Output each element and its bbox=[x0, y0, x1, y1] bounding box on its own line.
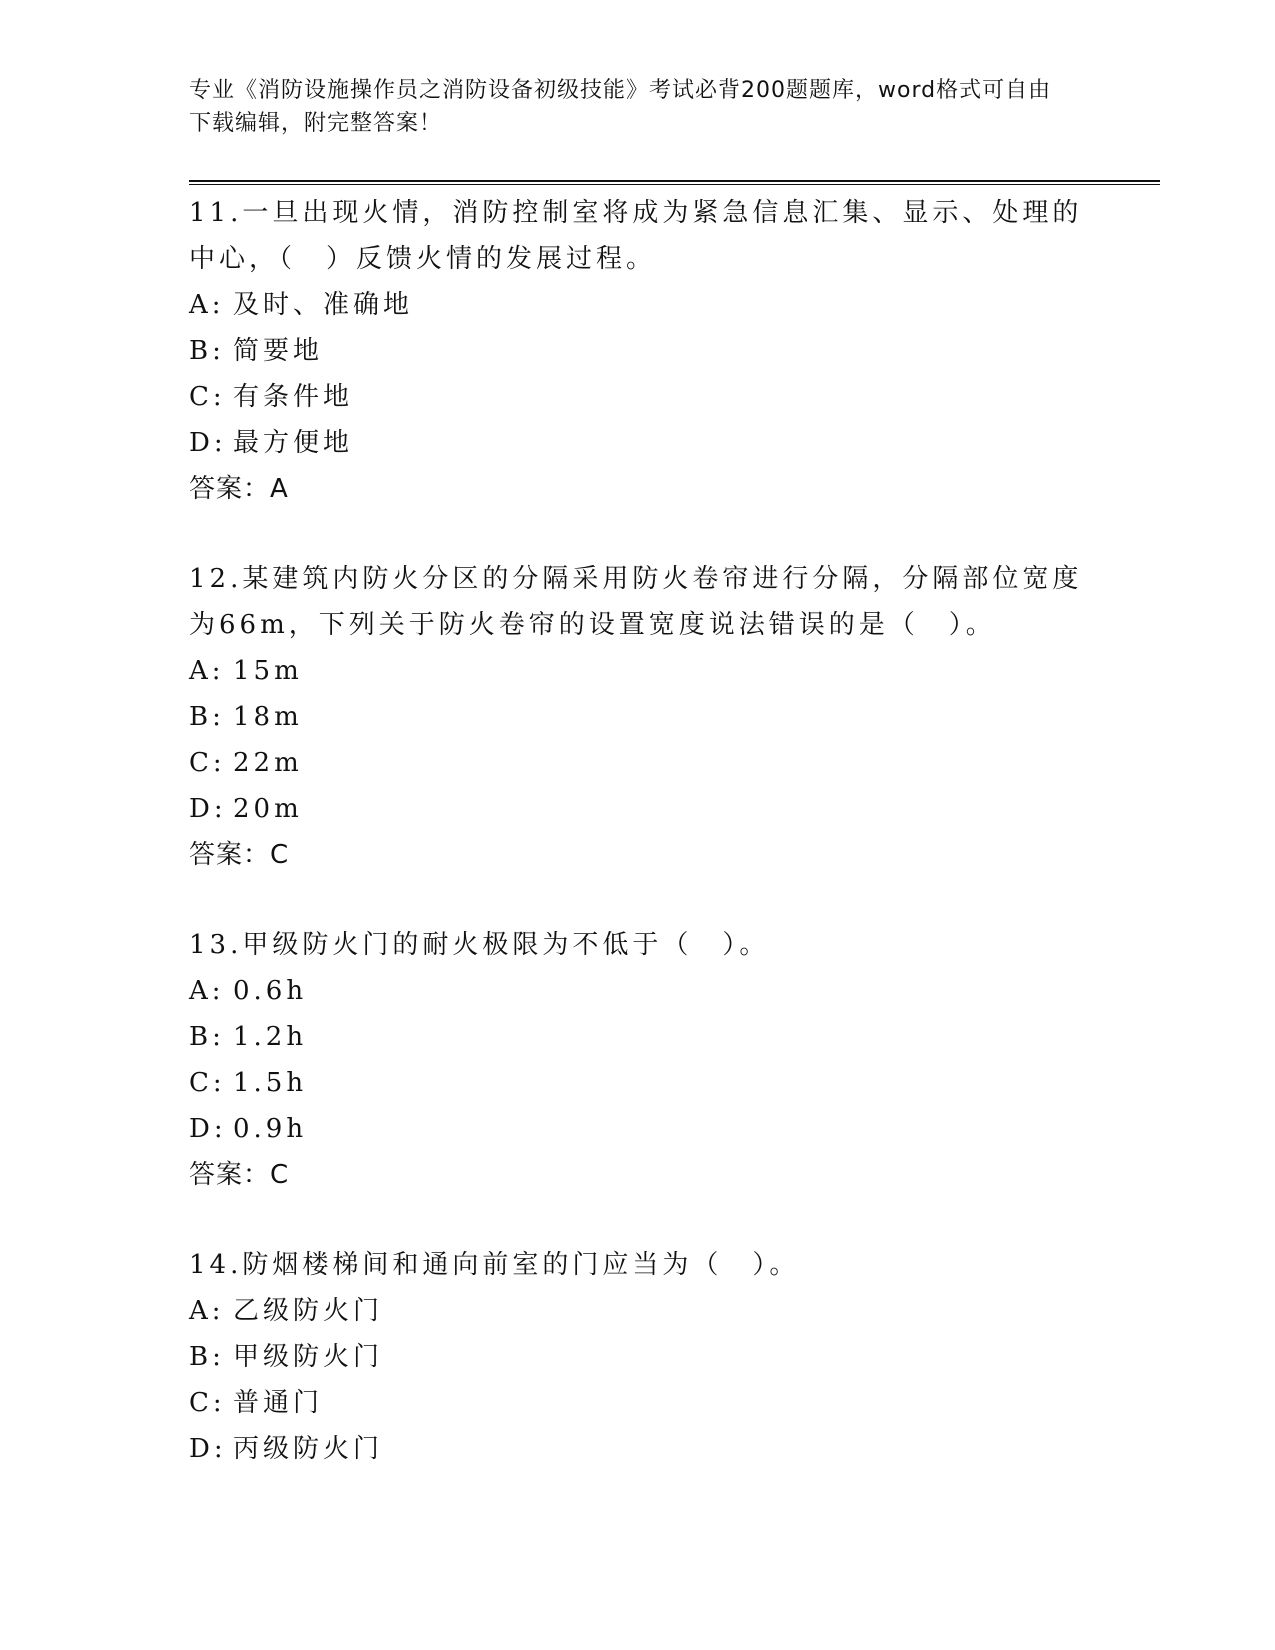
option-text: 简要地 bbox=[233, 336, 324, 366]
option-letter: C: bbox=[189, 1388, 226, 1418]
option-letter: A: bbox=[189, 290, 225, 320]
option-text: 乙级防火门 bbox=[233, 1296, 384, 1326]
option-text: 普通门 bbox=[233, 1388, 324, 1418]
document-header: 专业《消防设施操作员之消防设备初级技能》考试必背200题题库，word格式可自由下载编辑，附完整答案！ bbox=[189, 78, 1052, 136]
option-letter: D: bbox=[189, 1114, 227, 1144]
option-text: 15m bbox=[233, 656, 303, 686]
option-c bbox=[189, 1380, 1089, 1426]
option-c bbox=[189, 374, 1089, 420]
option-letter: C: bbox=[189, 1068, 226, 1098]
question-11 bbox=[189, 190, 1089, 512]
option-b bbox=[189, 694, 1089, 740]
option-text: 丙级防火门 bbox=[233, 1434, 384, 1464]
question-stem: 12.某建筑内防火分区的分隔采用防火卷帘进行分隔，分隔部位宽度为66m，下列关于防火卷帘的设置宽度说法错误的是（ ）。 bbox=[189, 564, 1083, 640]
option-text: 0.6h bbox=[233, 976, 308, 1006]
option-text: 0.9h bbox=[233, 1114, 308, 1144]
option-letter: A: bbox=[189, 976, 225, 1006]
question-stem: 13.甲级防火门的耐火极限为不低于（ ）。 bbox=[189, 930, 770, 960]
option-letter: A: bbox=[189, 656, 225, 686]
option-text: 有条件地 bbox=[233, 382, 354, 412]
question-12 bbox=[189, 556, 1089, 878]
option-letter: B: bbox=[189, 702, 225, 732]
question-stem: 14.防烟楼梯间和通向前室的门应当为（ ）。 bbox=[189, 1250, 800, 1280]
question-14 bbox=[189, 1242, 1089, 1472]
option-letter: B: bbox=[189, 1022, 225, 1052]
option-letter: D: bbox=[189, 428, 227, 458]
answer-line: 答案：A bbox=[189, 474, 289, 504]
header-rule-thin bbox=[189, 184, 1160, 185]
option-b bbox=[189, 328, 1089, 374]
option-c bbox=[189, 1060, 1089, 1106]
option-letter: D: bbox=[189, 1434, 227, 1464]
option-text: 1.2h bbox=[233, 1022, 308, 1052]
option-d bbox=[189, 786, 1089, 832]
option-d bbox=[189, 420, 1089, 466]
option-letter: A: bbox=[189, 1296, 225, 1326]
question-stem: 11.一旦出现火情，消防控制室将成为紧急信息汇集、显示、处理的中心，（ ）反馈火情的发展过程。 bbox=[189, 198, 1083, 274]
option-a bbox=[189, 282, 1089, 328]
option-text: 1.5h bbox=[233, 1068, 308, 1098]
option-letter: D: bbox=[189, 794, 227, 824]
option-d bbox=[189, 1426, 1089, 1472]
option-c bbox=[189, 740, 1089, 786]
answer-line: 答案：C bbox=[189, 1160, 290, 1190]
option-text: 18m bbox=[233, 702, 303, 732]
question-spacer bbox=[189, 512, 1089, 556]
option-text: 甲级防火门 bbox=[233, 1342, 384, 1372]
question-list bbox=[189, 190, 1089, 1472]
question-spacer bbox=[189, 1198, 1089, 1242]
option-letter: B: bbox=[189, 336, 225, 366]
option-letter: C: bbox=[189, 382, 226, 412]
option-text: 20m bbox=[233, 794, 303, 824]
option-text: 最方便地 bbox=[233, 428, 354, 458]
header-rule-thick bbox=[189, 180, 1160, 182]
option-letter: C: bbox=[189, 748, 226, 778]
option-letter: B: bbox=[189, 1342, 225, 1372]
option-d bbox=[189, 1106, 1089, 1152]
option-b bbox=[189, 1014, 1089, 1060]
option-text: 及时、准确地 bbox=[233, 290, 414, 320]
question-spacer bbox=[189, 878, 1089, 922]
option-a bbox=[189, 648, 1089, 694]
option-a bbox=[189, 968, 1089, 1014]
question-13 bbox=[189, 922, 1089, 1198]
option-text: 22m bbox=[233, 748, 303, 778]
option-a bbox=[189, 1288, 1089, 1334]
option-b bbox=[189, 1334, 1089, 1380]
answer-line: 答案：C bbox=[189, 840, 290, 870]
